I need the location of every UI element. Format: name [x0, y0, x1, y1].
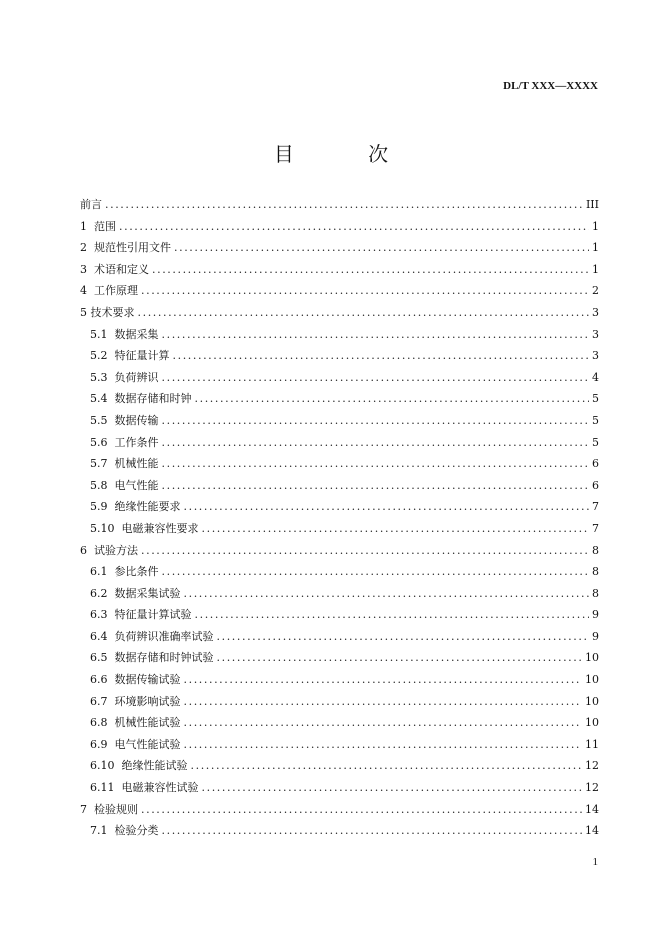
- toc-entry[interactable]: [80, 540, 599, 562]
- toc-entry-label: 数据存储和时钟试验: [114, 651, 214, 665]
- toc-entry-page: 10: [585, 651, 599, 665]
- toc-entry-page: 6: [592, 457, 599, 471]
- toc-dot-leader: [141, 280, 589, 302]
- toc-dot-leader: [184, 583, 590, 605]
- toc-entry[interactable]: [80, 432, 599, 454]
- toc-dot-leader: [217, 626, 590, 648]
- toc-entry[interactable]: [80, 669, 599, 691]
- toc-entry-label: 数据传输试验: [114, 673, 181, 687]
- toc-entry[interactable]: [80, 712, 599, 734]
- toc-entry-page: 14: [585, 824, 599, 838]
- toc-dot-leader: [162, 432, 590, 454]
- toc-title: 目 次: [273, 142, 423, 166]
- toc-dot-leader: [202, 777, 583, 799]
- toc-entry-label: 机械性能: [114, 457, 159, 471]
- toc-entry-label: 数据传输: [114, 413, 159, 427]
- toc-entry-page: III: [585, 198, 599, 211]
- toc-entry-page: 8: [592, 565, 599, 579]
- toc-dot-leader: [141, 540, 589, 562]
- toc-entry-number: 5.3: [90, 370, 115, 384]
- toc-entry-label: 电气性能试验: [114, 737, 181, 751]
- toc-entry-label: 前言: [80, 198, 102, 211]
- toc-entry-page: 1: [592, 241, 599, 255]
- toc-entry-label: 特征量计算试验: [114, 608, 192, 622]
- toc-dot-leader: [162, 475, 590, 497]
- toc-entry-page: 3: [592, 305, 599, 319]
- toc-dot-leader: [162, 324, 590, 346]
- toc-entry-label: 工作原理: [94, 284, 138, 298]
- toc-dot-leader: [162, 561, 590, 583]
- toc-entry-page: 3: [592, 349, 599, 363]
- toc-entry-number: 3: [80, 262, 94, 276]
- toc-dot-leader: [184, 691, 583, 713]
- toc-entry[interactable]: [80, 259, 599, 281]
- toc-entry-page: 9: [592, 608, 599, 622]
- toc-entry-number: 5.8: [90, 478, 115, 492]
- toc-dot-leader: [119, 216, 589, 238]
- toc-entry-page: 1: [592, 219, 599, 233]
- toc-dot-leader: [195, 604, 590, 626]
- toc-entry-label: 参比条件: [114, 565, 159, 579]
- toc-entry-label: 检验分类: [114, 824, 159, 838]
- toc-entry-label: 检验规则: [94, 802, 138, 816]
- toc-dot-leader: [162, 820, 583, 842]
- toc-entry-label: 电磁兼容性要求: [121, 521, 199, 535]
- toc-entry-page: 5: [592, 435, 599, 449]
- toc-entry-number: 1: [80, 219, 94, 233]
- toc-entry-label: 规范性引用文件: [94, 241, 171, 255]
- toc-entry[interactable]: [80, 388, 599, 410]
- toc-entry[interactable]: [80, 237, 599, 259]
- toc-entry-label: 负荷辨识准确率试验: [114, 629, 214, 643]
- toc-entry-number: 6.6: [90, 673, 115, 687]
- toc-entry[interactable]: [80, 345, 599, 367]
- toc-entry-number: 2: [80, 241, 94, 255]
- toc-entry-page: 10: [585, 716, 599, 730]
- toc-entry[interactable]: [80, 604, 599, 626]
- toc-dot-leader: [174, 237, 589, 259]
- toc-entry-page: 1: [592, 262, 599, 276]
- toc-entry-label: 绝缘性能试验: [121, 759, 188, 773]
- toc-entry[interactable]: [80, 583, 599, 605]
- toc-entry-page: 12: [585, 781, 599, 795]
- toc-dot-leader: [162, 367, 590, 389]
- toc-entry-label: 范围: [94, 219, 116, 233]
- toc-entry[interactable]: [80, 453, 599, 475]
- toc-entry-number: 5: [80, 305, 91, 319]
- toc-entry[interactable]: [80, 561, 599, 583]
- toc-dot-leader: [184, 496, 590, 518]
- toc-entry-number: 4: [80, 284, 94, 298]
- page-number: 1: [592, 856, 598, 868]
- toc-entry-number: 6.9: [90, 737, 115, 751]
- toc-entry-label: 负荷辨识: [114, 370, 159, 384]
- toc-entry-number: 6: [80, 543, 94, 557]
- toc-entry-page: 2: [592, 284, 599, 298]
- toc-dot-leader: [191, 755, 583, 777]
- toc-entry-page: 5: [592, 392, 599, 406]
- toc-entry[interactable]: [80, 626, 599, 648]
- toc-entry-number: 7.1: [90, 824, 115, 838]
- toc-entry[interactable]: [80, 691, 599, 713]
- toc-entry[interactable]: [80, 280, 599, 302]
- toc-entry-label: 技术要求: [90, 305, 135, 319]
- toc-dot-leader: [202, 518, 590, 540]
- toc-entry-label: 机械性能试验: [114, 716, 181, 730]
- toc-entry-label: 电气性能: [114, 478, 159, 492]
- toc-entry-number: 7: [80, 802, 94, 816]
- toc-entry[interactable]: [80, 734, 599, 756]
- toc-entry[interactable]: [80, 647, 599, 669]
- toc-entry-number: 5.5: [90, 413, 115, 427]
- toc-entry-page: 10: [585, 673, 599, 687]
- toc-entry-label: 环境影响试验: [114, 694, 181, 708]
- toc-entry[interactable]: [80, 216, 599, 238]
- toc-entry[interactable]: [80, 324, 599, 346]
- toc-entry[interactable]: [80, 820, 599, 842]
- toc-entry-page: 7: [592, 521, 599, 535]
- toc-entry-number: 6.2: [90, 586, 115, 600]
- toc-entry[interactable]: [80, 755, 599, 777]
- toc-entry-page: 5: [592, 413, 599, 427]
- toc-entry[interactable]: [80, 367, 599, 389]
- toc-entry-page: 8: [592, 586, 599, 600]
- toc-entry-label: 数据采集: [114, 327, 159, 341]
- toc-entry-number: 6.7: [90, 694, 115, 708]
- toc-entry-number: 5.9: [90, 500, 115, 514]
- toc-entry-page: 14: [585, 802, 599, 816]
- toc-dot-leader: [138, 302, 590, 324]
- toc-entry-label: 电磁兼容性试验: [121, 781, 199, 795]
- toc-entry-number: 5.7: [90, 457, 115, 471]
- toc-entry[interactable]: [80, 777, 599, 799]
- toc-entry-label: 数据存储和时钟: [114, 392, 192, 406]
- toc-entry-number: 5.10: [90, 521, 122, 535]
- toc-dot-leader: [173, 345, 590, 367]
- toc-entry[interactable]: [80, 410, 599, 432]
- toc-entry-page: 8: [592, 543, 599, 557]
- toc-entry-number: 6.1: [90, 565, 115, 579]
- toc-entry-number: 6.5: [90, 651, 115, 665]
- toc-entry-label: 术语和定义: [94, 262, 149, 276]
- toc-entry[interactable]: [80, 302, 599, 324]
- toc-entry-page: 7: [592, 500, 599, 514]
- toc-entry-page: 6: [592, 478, 599, 492]
- toc-entry-number: 6.8: [90, 716, 115, 730]
- table-of-contents: [80, 194, 599, 842]
- document-code: DL/T XXX—XXXX: [503, 80, 598, 92]
- toc-dot-leader: [195, 388, 590, 410]
- toc-dot-leader: [141, 799, 582, 821]
- toc-entry[interactable]: [80, 194, 599, 216]
- toc-entry-label: 特征量计算: [114, 349, 170, 363]
- toc-dot-leader: [184, 712, 583, 734]
- toc-entry-number: 6.3: [90, 608, 115, 622]
- toc-entry-label: 绝缘性能要求: [114, 500, 181, 514]
- toc-entry-number: 5.2: [90, 349, 115, 363]
- toc-entry-number: 5.6: [90, 435, 115, 449]
- toc-entry-label: 数据采集试验: [114, 586, 181, 600]
- toc-entry-page: 11: [585, 737, 599, 751]
- toc-entry-number: 6.10: [90, 759, 122, 773]
- toc-dot-leader: [162, 453, 590, 475]
- toc-entry-number: 6.4: [90, 629, 115, 643]
- toc-entry[interactable]: [80, 475, 599, 497]
- toc-entry-number: 5.4: [90, 392, 115, 406]
- toc-dot-leader: [152, 259, 589, 281]
- toc-dot-leader: [217, 647, 583, 669]
- toc-entry-page: 4: [592, 370, 599, 384]
- toc-entry-page: 12: [585, 759, 599, 773]
- toc-entry[interactable]: [80, 799, 599, 821]
- toc-entry-label: 工作条件: [114, 435, 159, 449]
- toc-entry-number: 5.1: [90, 327, 115, 341]
- toc-entry-page: 3: [592, 327, 599, 341]
- toc-entry[interactable]: [80, 518, 599, 540]
- toc-dot-leader: [105, 194, 583, 216]
- toc-entry-number: 6.11: [90, 781, 122, 795]
- toc-entry[interactable]: [80, 496, 599, 518]
- toc-dot-leader: [184, 734, 583, 756]
- toc-entry-page: 9: [592, 629, 599, 643]
- toc-entry-label: 试验方法: [94, 543, 138, 557]
- toc-dot-leader: [162, 410, 590, 432]
- toc-entry-page: 10: [585, 694, 599, 708]
- toc-dot-leader: [184, 669, 583, 691]
